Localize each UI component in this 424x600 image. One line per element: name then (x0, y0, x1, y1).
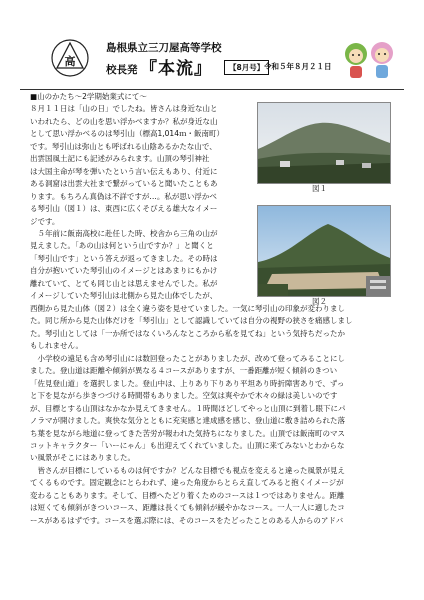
mascot-illustration (340, 34, 398, 84)
article-line: ５年前に飯南高校に赴任した時、校舎から三角の山が (30, 228, 218, 238)
article-line: ち葉を見ながら地道に登ってきた苦労が報われた気持ちになりました。山頂では飯南町のマス (30, 428, 345, 438)
article-line: と下を見ながら歩きつづける時間帯もありました。空気は爽やかで木々の緑は美しいのです (30, 391, 338, 401)
article-line: 「琴引山です」という答えが返ってきました。その時は (30, 253, 218, 263)
article-line: ８月１１日は「山の日」でしたね。皆さんは身近な山と (30, 104, 218, 114)
header-divider (20, 89, 404, 90)
article-line: いわれたら、どの山を思い浮かべますか？私が身近な山 (30, 116, 218, 126)
article-line: ました。登山道は距離や傾斜が異なる４コースがありますが、一番距離が短く傾斜のきつい (30, 366, 338, 376)
article-line: ります。もちろん真偽は不詳ですが…。私が思い浮かべ (30, 191, 217, 201)
svg-text:高: 高 (64, 55, 76, 68)
article-line: 見えました。「あの山は何という山ですか？」と聞くと (30, 241, 214, 251)
school-crest-logo (50, 38, 90, 78)
newsletter-header (20, 28, 404, 88)
issue-date: 令和５年８月２１日 (264, 62, 332, 71)
article-line: ースがあるはずです。コースを選ぶ際には、そのコースをたどったことのある人からのアドバ (30, 515, 344, 525)
article-line: た。同じ所から見た山体だけを「琴引山」として認識していては自分の視野の狭さを痛感しまし (30, 316, 353, 326)
figure-1-caption: 図１ (312, 184, 327, 193)
article-line: もしれません。 (30, 341, 83, 351)
article-title: ■山のかたち～2学期始業式にて～ (30, 92, 147, 101)
newsletter-title: 『本流』 (140, 59, 212, 79)
article-line: 自分が抱いていた琴引山のイメージとはあまりにもかけ (30, 266, 218, 276)
article-line: として思い浮かべるのは琴引山（標高1,014ｍ・飯南町） (30, 129, 224, 139)
article-line: い風景がそこにはありました。 (30, 453, 135, 463)
article-full-block (30, 303, 353, 527)
article-line: 離れていて、とても同じ山とは思えませんでした。私が (30, 278, 218, 288)
figure-2-caption: 図２ (312, 297, 327, 306)
article-line: ある洞窟は出雲大社まで繋がっていると聞いたこともあ (30, 179, 218, 189)
article-line: る琴引山（図１）は、東西に広くそびえる雄大なイメー (30, 204, 218, 214)
article-line: た。琴引山としては「一か所ではなくいろんなところから私を見てね」という気持ちだったか (30, 328, 345, 338)
figure-1-photo (257, 102, 391, 184)
issue-badge: 【8月号】 (224, 60, 269, 75)
article-line: 小学校の遠足も含め琴引山には数回登ったことがありましたが、改めて登ってみることにし (30, 353, 345, 363)
article-line: てくるものです。固定観念にとらわれず、違った角度からとらえ直してみると抱くイメージが (30, 478, 344, 488)
article-line: コットキャラクター「いーにゃん」も出迎えてくれていました。山頂に来てみないとわからな (30, 440, 345, 450)
school-name: 島根県立三刀屋高等学校 (106, 42, 222, 54)
article-narrow-block (30, 91, 224, 303)
article-line: です。琴引山は弥山とも呼ばれる山陰あるかたな山で、 (30, 141, 217, 151)
article-line: 皆さんが目標にしているものは何ですか？どんな目標でも視点を変えると違った風景が見え (30, 465, 345, 475)
article-line: 変わることもあります。そして、目標へたどり着くためのコースは１つではありません。距離 (30, 490, 345, 500)
article-line: 出雲国風土記にも記述がみられます。山頂の琴引神社 (30, 154, 210, 164)
article-line: は短くても傾斜がきついコース、距離は長くても傾斜が緩やかなコース。一人一人に適したコ (30, 503, 345, 513)
article-line: 西側から見た山体（図２）は全く違う姿を見せていました。一気に琴引山の印象が変わりまし (30, 304, 345, 313)
article-line: が、目標とする山頂はなかなか見えてきません。１時間ほどしてやっと山頂に到着し眼下にパ (30, 403, 346, 413)
article-line: イメージしていた琴引山は北側から見た山体でしたが、 (30, 291, 218, 301)
publisher-label: 校長発 (106, 64, 138, 76)
article-line: ジです。 (30, 216, 60, 226)
figure-2-photo (257, 205, 391, 297)
article-line: は大国主命が琴を弾いたという言い伝えもあり、付近に (30, 166, 218, 176)
article-line: 「佐見登山道」を選択しました。登山中は、上りあり下りあり平坦あり時折障害ありで、ずっ (30, 378, 345, 388)
article-line: ノラマが開けました。爽快な気分とともに充実感と達成感を感じ、登山道に敷き詰められた落 (30, 416, 345, 426)
